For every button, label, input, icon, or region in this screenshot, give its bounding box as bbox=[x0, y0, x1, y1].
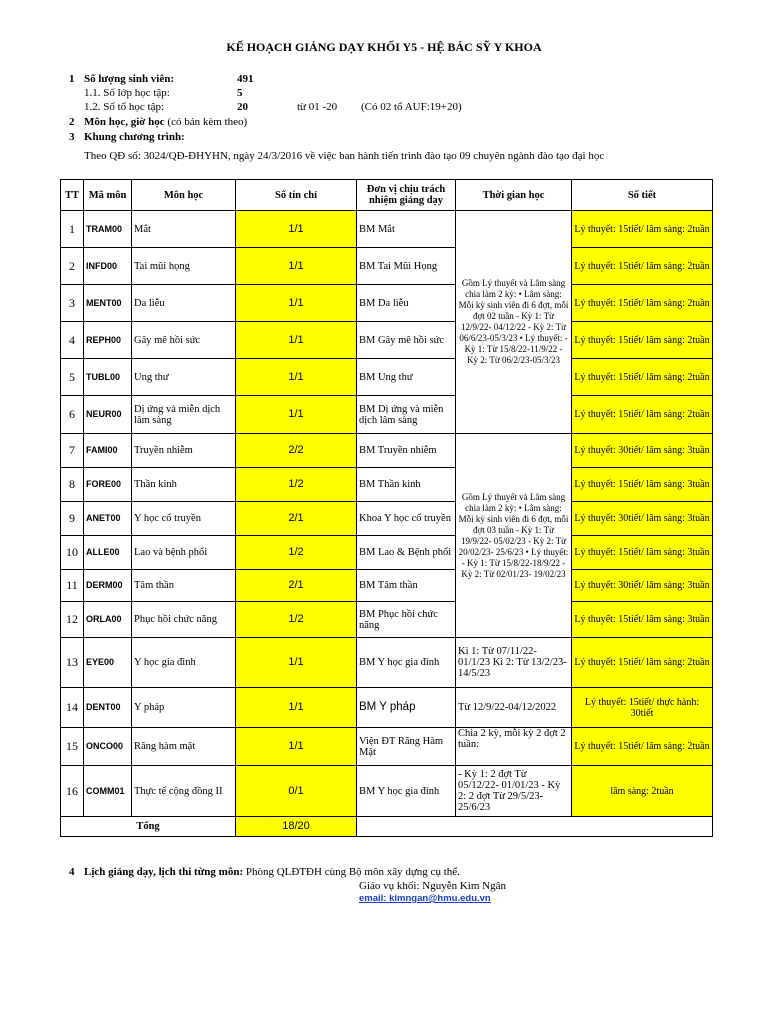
item-1-2-range: từ 01 -20 bbox=[297, 101, 338, 113]
cell-mon-hoc: Tai mũi họng bbox=[132, 248, 236, 285]
cell-so-tin-chi: 2/1 bbox=[236, 570, 357, 602]
cell-ma-mon: TRAM00 bbox=[84, 211, 132, 248]
item-3-text: Theo QĐ số: 3024/QĐ-ĐHYHN, ngày 24/3/2016 về việc ban hành tiến trình đào tạo 09 chuyên ngành đào tạo đại học bbox=[84, 150, 605, 162]
cell-so-tin-chi: 2/2 bbox=[236, 434, 357, 468]
table-row bbox=[61, 688, 713, 728]
cell-don-vi: BM Dị ứng và miễn dịch lâm sàng bbox=[357, 396, 456, 434]
cell-don-vi: BM Da liễu bbox=[357, 285, 456, 322]
item-3-number: 3 bbox=[69, 131, 75, 143]
cell-so-tin-chi: 1/1 bbox=[236, 638, 357, 688]
cell-ma-mon: EYE00 bbox=[84, 638, 132, 688]
header-mon-hoc: Môn học bbox=[132, 180, 236, 211]
cell-so-tiet: Lý thuyết: 15tiết/ lâm sàng: 2tuần bbox=[572, 396, 713, 434]
cell-mon-hoc: Y pháp bbox=[132, 688, 236, 728]
cell-so-tin-chi: 1/1 bbox=[236, 396, 357, 434]
cell-mon-hoc: Ung thư bbox=[132, 359, 236, 396]
table-row bbox=[61, 359, 713, 396]
table-row bbox=[61, 728, 713, 766]
cell-so-tiet: Lý thuyết: 15tiết/ lâm sàng: 2tuần bbox=[572, 211, 713, 248]
cell-so-tin-chi: 1/2 bbox=[236, 536, 357, 570]
cell-don-vi: BM Gây mê hồi sức bbox=[357, 322, 456, 359]
cell-mon-hoc: Dị ứng và miễn dịch lâm sàng bbox=[132, 396, 236, 434]
table-row bbox=[61, 468, 713, 502]
cell-thoi-gian-group-1: Gồm Lý thuyết và Lâm sàng chia làm 2 kỳ: • Lâm sàng: Mỗi kỳ sinh viên đi 6 đợt, mỗi đợt 02 tuần - Kỳ 1: Từ 12/9/22- 04/12/22 - Kỳ 2: Từ 06/6/23-05/3/23 • Lý thuyết: - Kỳ 1: Từ 15/8/22-11/9/22 - Kỳ 2: Từ 06/2/23-05/3/23 bbox=[456, 211, 572, 434]
item-1-2-note: (Có 02 tổ AUF:19+20) bbox=[361, 101, 462, 113]
cell-don-vi: BM Y pháp bbox=[357, 688, 456, 728]
cell-so-tiet: Lý thuyết: 30tiết/ lâm sàng: 3tuần bbox=[572, 570, 713, 602]
cell-ma-mon: TUBL00 bbox=[84, 359, 132, 396]
table-total-row bbox=[61, 817, 713, 837]
table-row bbox=[61, 396, 713, 434]
cell-ma-mon: MENT00 bbox=[84, 285, 132, 322]
document-title: KẾ HOẠCH GIẢNG DẠY KHỐI Y5 - HỆ BÁC SỸ Y KHOA bbox=[226, 40, 542, 54]
cell-so-tin-chi: 1/1 bbox=[236, 322, 357, 359]
signature: Giáo vụ khối: Nguyễn Kim Ngân bbox=[359, 880, 506, 892]
cell-tt: 14 bbox=[61, 688, 84, 728]
cell-mon-hoc: Răng hàm mặt bbox=[132, 728, 236, 766]
cell-so-tiet: Lý thuyết: 30tiết/ lâm sàng: 3tuần bbox=[572, 502, 713, 536]
item-4-text: Phòng QLĐTĐH cùng Bộ môn xây dựng cụ thể. bbox=[245, 866, 460, 878]
cell-ma-mon: DENT00 bbox=[84, 688, 132, 728]
email-link[interactable]: email: kimngan@hmu.edu.vn bbox=[359, 893, 491, 904]
cell-so-tin-chi: 1/1 bbox=[236, 728, 357, 766]
cell-thoi-gian: - Kỳ 1: 2 đợt Từ 05/12/22- 01/01/23 - Kỳ 2: 2 đợt Từ 29/5/23- 25/6/23 bbox=[456, 766, 572, 817]
cell-mon-hoc: Y học gia đình bbox=[132, 638, 236, 688]
cell-ma-mon: FORE00 bbox=[84, 468, 132, 502]
table-row bbox=[61, 638, 713, 688]
cell-ma-mon: ONCO00 bbox=[84, 728, 132, 766]
cell-so-tin-chi: 1/1 bbox=[236, 285, 357, 322]
cell-mon-hoc: Lao và bệnh phổi bbox=[132, 536, 236, 570]
cell-don-vi: BM Ung thư bbox=[357, 359, 456, 396]
header-ma-mon: Mã môn bbox=[84, 180, 132, 211]
cell-tt: 4 bbox=[61, 322, 84, 359]
table-row bbox=[61, 502, 713, 536]
cell-thoi-gian: Kì 1: Từ 07/11/22- 01/1/23 Kì 2: Từ 13/2/23- 14/5/23 bbox=[456, 638, 572, 688]
cell-tt: 7 bbox=[61, 434, 84, 468]
cell-mon-hoc: Phục hồi chức năng bbox=[132, 602, 236, 638]
table-header-row bbox=[61, 180, 713, 211]
cell-so-tin-chi: 1/1 bbox=[236, 248, 357, 285]
table-row bbox=[61, 602, 713, 638]
header-thoi-gian: Thời gian học bbox=[456, 180, 572, 211]
item-3-label: Khung chương trình: bbox=[84, 131, 185, 143]
cell-don-vi: BM Phục hồi chức năng bbox=[357, 602, 456, 638]
cell-don-vi: BM Tâm thần bbox=[357, 570, 456, 602]
cell-mon-hoc: Thực tế cộng đồng II bbox=[132, 766, 236, 817]
cell-so-tin-chi: 1/2 bbox=[236, 602, 357, 638]
cell-don-vi: Khoa Y học cổ truyền bbox=[357, 502, 456, 536]
item-1-label: Số lượng sinh viên: bbox=[84, 73, 175, 85]
cell-tt: 3 bbox=[61, 285, 84, 322]
table-row bbox=[61, 766, 713, 817]
header-so-tin-chi: Số tín chỉ bbox=[236, 180, 357, 211]
item-2-note: (có bản kèm theo) bbox=[167, 116, 248, 128]
cell-ma-mon: FAMI00 bbox=[84, 434, 132, 468]
cell-tt: 9 bbox=[61, 502, 84, 536]
cell-don-vi: BM Tai Mũi Họng bbox=[357, 248, 456, 285]
item-1-1-label: 1.1. Số lớp học tập: bbox=[84, 87, 170, 99]
cell-tt: 5 bbox=[61, 359, 84, 396]
cell-so-tiet: Lý thuyết: 15tiết/ lâm sàng: 2tuần bbox=[572, 285, 713, 322]
total-empty bbox=[357, 817, 713, 837]
item-1-2-label: 1.2. Số tổ học tập: bbox=[84, 101, 165, 113]
cell-mon-hoc: Mắt bbox=[132, 211, 236, 248]
item-4-label: Lịch giảng dạy, lịch thi từng môn: bbox=[84, 866, 244, 878]
table-row bbox=[61, 322, 713, 359]
cell-tt: 10 bbox=[61, 536, 84, 570]
cell-so-tiet: Lý thuyết: 15tiết/ lâm sàng: 2tuần bbox=[572, 359, 713, 396]
cell-don-vi: BM Lao & Bệnh phổi bbox=[357, 536, 456, 570]
cell-so-tiet: Lý thuyết: 15tiết/ lâm sàng: 2tuần bbox=[572, 248, 713, 285]
table-row bbox=[61, 285, 713, 322]
teaching-plan-table bbox=[60, 179, 713, 837]
header-don-vi: Đơn vị chịu trách nhiệm giảng dạy bbox=[357, 180, 456, 211]
table-row bbox=[61, 570, 713, 602]
item-4-number: 4 bbox=[69, 866, 75, 878]
cell-mon-hoc: Tâm thần bbox=[132, 570, 236, 602]
cell-so-tiet: Lý thuyết: 15tiết/ lâm sàng: 2tuần bbox=[572, 728, 713, 766]
item-2-label: Môn học, giờ học bbox=[84, 116, 165, 128]
cell-so-tiet: Lý thuyết: 15tiết/ lâm sàng: 3tuần bbox=[572, 468, 713, 502]
cell-don-vi: BM Y học gia đình bbox=[357, 638, 456, 688]
item-1-number: 1 bbox=[69, 73, 75, 85]
cell-ma-mon: REPH00 bbox=[84, 322, 132, 359]
cell-so-tiet: Lý thuyết: 15tiết/ thực hành: 30tiết bbox=[572, 688, 713, 728]
cell-don-vi: BM Y học gia đình bbox=[357, 766, 456, 817]
cell-tt: 11 bbox=[61, 570, 84, 602]
cell-tt: 13 bbox=[61, 638, 84, 688]
total-label: Tổng bbox=[61, 817, 236, 837]
cell-mon-hoc: Y học cổ truyền bbox=[132, 502, 236, 536]
cell-ma-mon: NEUR00 bbox=[84, 396, 132, 434]
cell-so-tin-chi: 1/1 bbox=[236, 211, 357, 248]
cell-don-vi: BM Truyền nhiễm bbox=[357, 434, 456, 468]
cell-thoi-gian: Từ 12/9/22-04/12/2022 bbox=[456, 688, 572, 728]
cell-thoi-gian-group-2: Gồm Lý thuyết và Lâm sàng chia làm 2 kỳ: • Lâm sàng: Mỗi kỳ sinh viên đi 6 đợt, mỗi đợt 03 tuần - Kỳ 1: Từ 19/9/22- 05/02/23 - Kỳ 2: Từ 20/02/23- 25/6/23 • Lý thuyết: - Kỳ 1: Từ 15/8/22-18/9/22 - Kỳ 2: Từ 02/01/23- 19/02/23 bbox=[456, 434, 572, 638]
cell-mon-hoc: Da liễu bbox=[132, 285, 236, 322]
cell-tt: 6 bbox=[61, 396, 84, 434]
table-row bbox=[61, 211, 713, 248]
table-row bbox=[61, 248, 713, 285]
cell-tt: 15 bbox=[61, 728, 84, 766]
cell-ma-mon: COMM01 bbox=[84, 766, 132, 817]
cell-tt: 2 bbox=[61, 248, 84, 285]
cell-so-tiet: Lý thuyết: 15tiết/ lâm sàng: 3tuần bbox=[572, 536, 713, 570]
cell-so-tiet: lâm sàng: 2tuần bbox=[572, 766, 713, 817]
cell-thoi-gian: Chia 2 kỳ, mỗi kỳ 2 đợt 2 tuần: bbox=[456, 728, 572, 766]
cell-ma-mon: ALLE00 bbox=[84, 536, 132, 570]
cell-mon-hoc: Truyền nhiễm bbox=[132, 434, 236, 468]
cell-don-vi: Viện ĐT Răng Hàm Mặt bbox=[357, 728, 456, 766]
cell-ma-mon: DERM00 bbox=[84, 570, 132, 602]
header-so-tiet: Số tiết bbox=[572, 180, 713, 211]
table-row bbox=[61, 434, 713, 468]
cell-so-tin-chi: 0/1 bbox=[236, 766, 357, 817]
cell-don-vi: BM Thần kinh bbox=[357, 468, 456, 502]
cell-tt: 12 bbox=[61, 602, 84, 638]
item-1-2-value: 20 bbox=[237, 101, 248, 113]
cell-so-tin-chi: 1/2 bbox=[236, 468, 357, 502]
cell-tt: 8 bbox=[61, 468, 84, 502]
cell-so-tiet: Lý thuyết: 30tiết/ lâm sàng: 3tuần bbox=[572, 434, 713, 468]
cell-so-tiet: Lý thuyết: 15tiết/ lâm sàng: 3tuần bbox=[572, 602, 713, 638]
header-tt: TT bbox=[61, 180, 84, 211]
cell-so-tin-chi: 1/1 bbox=[236, 359, 357, 396]
item-2-number: 2 bbox=[69, 116, 75, 128]
cell-don-vi: BM Mắt bbox=[357, 211, 456, 248]
item-1-1-value: 5 bbox=[237, 87, 243, 99]
cell-so-tiet: Lý thuyết: 15tiết/ lâm sàng: 2tuần bbox=[572, 638, 713, 688]
cell-tt: 1 bbox=[61, 211, 84, 248]
cell-ma-mon: ORLA00 bbox=[84, 602, 132, 638]
cell-so-tiet: Lý thuyết: 15tiết/ lâm sàng: 2tuần bbox=[572, 322, 713, 359]
total-value: 18/20 bbox=[236, 817, 357, 837]
cell-ma-mon: ANET00 bbox=[84, 502, 132, 536]
cell-ma-mon: INFD00 bbox=[84, 248, 132, 285]
cell-mon-hoc: Gây mê hồi sức bbox=[132, 322, 236, 359]
cell-mon-hoc: Thần kinh bbox=[132, 468, 236, 502]
cell-tt: 16 bbox=[61, 766, 84, 817]
item-1-value: 491 bbox=[237, 73, 254, 85]
cell-so-tin-chi: 1/1 bbox=[236, 688, 357, 728]
cell-so-tin-chi: 2/1 bbox=[236, 502, 357, 536]
table-row bbox=[61, 536, 713, 570]
